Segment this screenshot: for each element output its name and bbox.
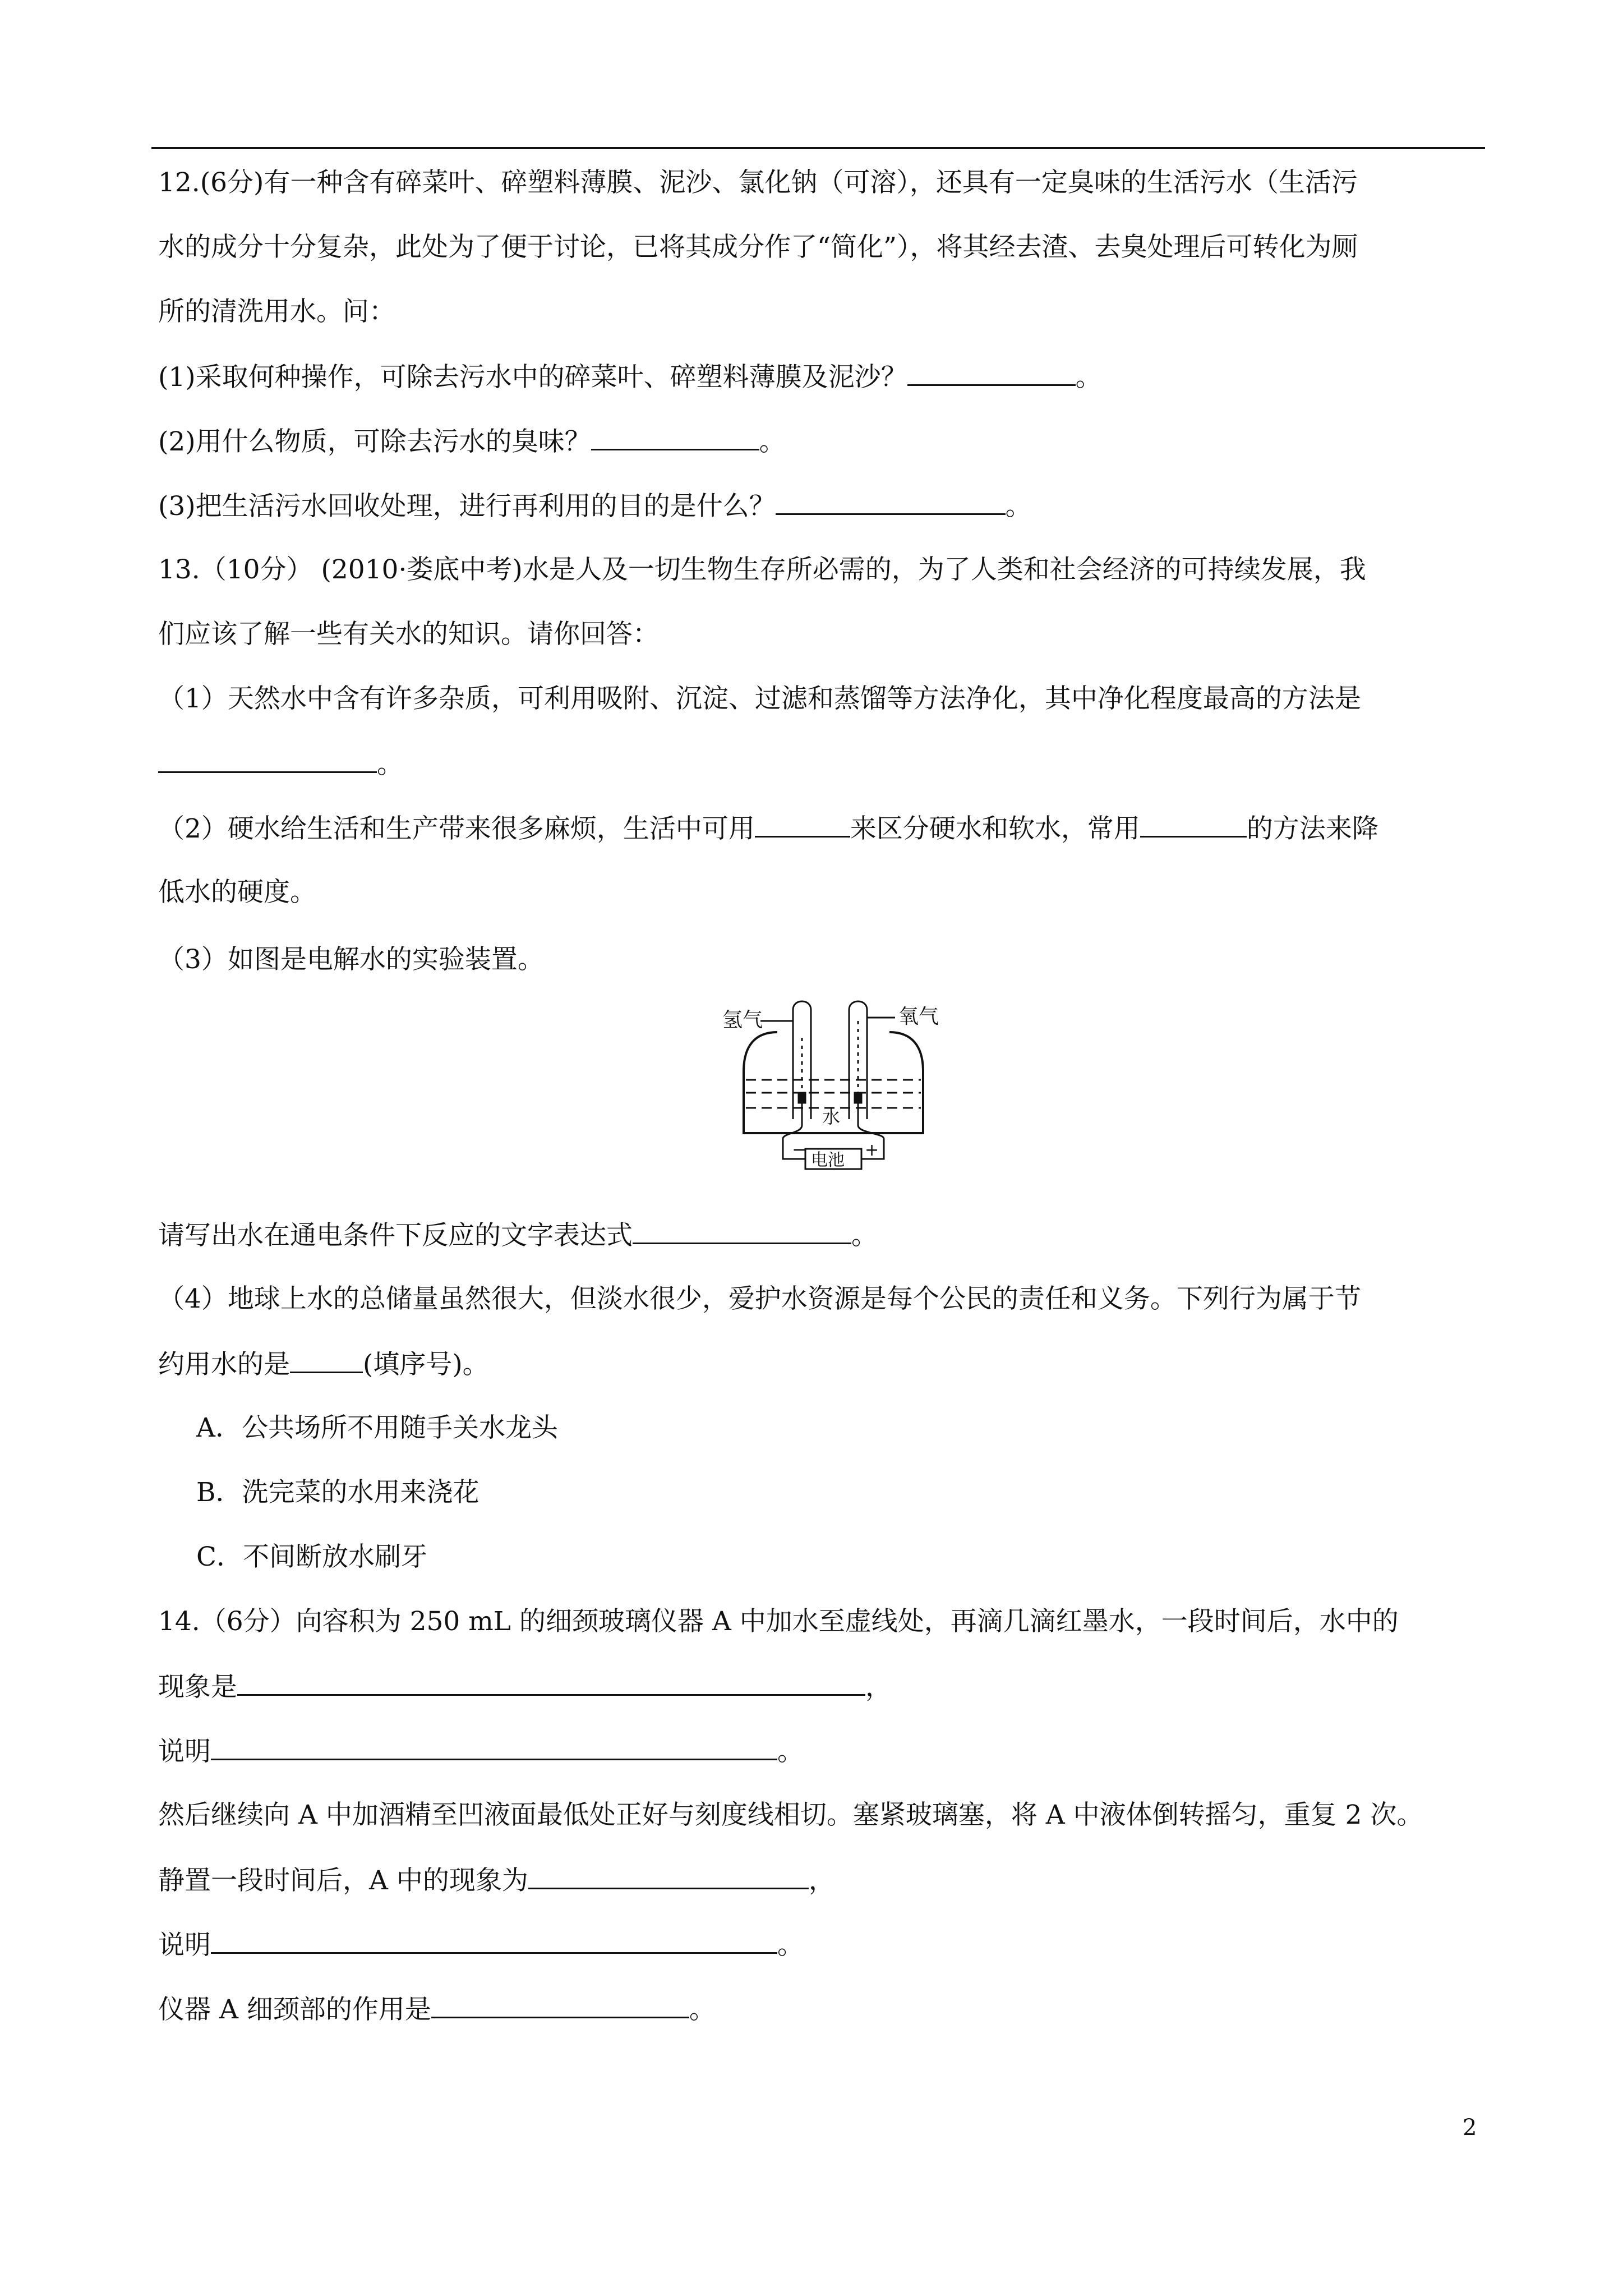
- answer-blank[interactable]: [431, 1992, 689, 2018]
- punct-period: 。: [1005, 491, 1032, 522]
- q12-intro-line-2: 水的成分十分复杂，此处为了便于讨论，已将其成分作了“简化”），将其经去渣、去臭处理后可转化为厕: [158, 232, 1358, 263]
- q14-line-3: [158, 1734, 804, 1769]
- q13-part-4: （4）地球上水的总储量虽然很大，但淡水很少，爱护水资源是每个公民的责任和义务。下列行为属于节: [158, 1283, 1361, 1314]
- q13-part-2-text-b: 来区分硬水和软水，常用: [850, 813, 1140, 844]
- answer-blank[interactable]: [290, 1347, 363, 1373]
- q13-part-1: （1）天然水中含有许多杂质，可利用吸附、沉淀、过滤和蒸馏等方法净化，其中净化程度最高的方法是: [158, 683, 1361, 714]
- q14-line-7-text: 仪器 A 细颈部的作用是: [158, 1994, 431, 2025]
- q13-part-4-text-b: (填序号)。: [363, 1349, 489, 1380]
- q14-line-5: [158, 1863, 835, 1898]
- punct-period: 。: [777, 1930, 804, 1961]
- answer-blank[interactable]: [633, 1218, 851, 1244]
- answer-blank[interactable]: [528, 1863, 809, 1889]
- answer-blank[interactable]: [158, 747, 377, 773]
- q12-part-1: [158, 360, 1102, 394]
- punct-comma: ，: [808, 1865, 835, 1896]
- punct-period: 。: [851, 1220, 878, 1251]
- q12-intro-line-3: 所的清洗用水。问：: [158, 296, 395, 327]
- q13-part-3: （3）如图是电解水的实验装置。: [158, 944, 544, 975]
- q13-intro-line-1: 13.（10分） (2010·娄底中考)水是人及一切生物生存所必需的，为了人类和社会经济的可持续发展，我: [158, 554, 1366, 585]
- label-plus: +: [865, 1140, 879, 1160]
- header-rule: [151, 147, 1485, 149]
- punct-comma: ，: [865, 1672, 892, 1703]
- q14-line-6: [158, 1927, 804, 1962]
- q12-part-2-text: (2)用什么物质，可除去污水的臭味？: [158, 426, 591, 457]
- label-oxygen: 氧气: [898, 1005, 939, 1028]
- q13-part-2-text-a: （2）硬水给生活和生产带来很多麻烦，生活中可用: [158, 813, 755, 844]
- q13-part-4-cont: [158, 1347, 489, 1382]
- answer-blank[interactable]: [755, 811, 850, 838]
- answer-blank[interactable]: [211, 1734, 777, 1760]
- answer-blank[interactable]: [907, 360, 1076, 386]
- option-b: B．洗完菜的水用来浇花: [196, 1477, 479, 1508]
- q14-line-6-text: 说明: [158, 1930, 211, 1961]
- q12-part-1-text: (1)采取何种操作，可除去污水中的碎菜叶、碎塑料薄膜及泥沙？: [158, 362, 907, 393]
- page-number: 2: [1463, 2115, 1477, 2141]
- answer-blank[interactable]: [591, 424, 759, 450]
- answer-blank[interactable]: [237, 1669, 865, 1696]
- label-hydrogen: 氢气: [722, 1009, 763, 1032]
- electrolysis-diagram: [721, 993, 946, 1178]
- label-minus: −: [792, 1139, 807, 1160]
- punct-period: 。: [689, 1994, 716, 2025]
- q13-part-2: [158, 811, 1378, 846]
- q12-part-3: [158, 489, 1032, 523]
- answer-blank[interactable]: [1140, 811, 1247, 838]
- label-water: 水: [822, 1106, 841, 1128]
- punct-period: 。: [377, 749, 403, 780]
- answer-blank[interactable]: [211, 1927, 777, 1954]
- q14-line-5-text: 静置一段时间后，A 中的现象为: [158, 1865, 528, 1896]
- q12-part-2: [158, 424, 786, 459]
- punct-period: 。: [777, 1736, 804, 1767]
- label-battery: 电池: [811, 1151, 845, 1170]
- q14-line-7: [158, 1992, 716, 2027]
- q14-line-2-text: 现象是: [158, 1672, 237, 1703]
- q13-part-2-text-c: 的方法来降: [1246, 813, 1378, 844]
- q14-line-1: 14.（6分）向容积为 250 mL 的细颈玻璃仪器 A 中加水至虚线处，再滴几滴红墨水，一段时间后，水中的: [158, 1606, 1399, 1637]
- q13-intro-line-2: 们应该了解一些有关水的知识。请你回答：: [158, 619, 659, 650]
- q13-part-3-prompt: [158, 1218, 878, 1253]
- option-c: C．不间断放水刷牙: [196, 1542, 427, 1572]
- punct-period: 。: [759, 426, 786, 457]
- q14-line-2: [158, 1669, 892, 1704]
- option-a: A．公共场所不用随手关水龙头: [196, 1412, 558, 1443]
- punct-period: 。: [1075, 362, 1102, 393]
- q13-part-3-text: 请写出水在通电条件下反应的文字表达式: [158, 1220, 633, 1251]
- q13-part-2-cont: 低水的硬度。: [158, 877, 316, 908]
- q14-line-3-text: 说明: [158, 1736, 211, 1767]
- answer-blank[interactable]: [776, 489, 1006, 515]
- q12-part-3-text: (3)把生活污水回收处理，进行再利用的目的是什么？: [158, 491, 776, 522]
- q12-intro-line-1: 12.(6分)有一种含有碎菜叶、碎塑料薄膜、泥沙、氯化钠（可溶），还具有一定臭味的生活污水（生活污: [158, 167, 1358, 198]
- q13-part-4-text-a: 约用水的是: [158, 1349, 290, 1380]
- q13-part-1-answer: [158, 747, 403, 781]
- q14-line-4: 然后继续向 A 中加酒精至凹液面最低处正好与刻度线相切。塞紧玻璃塞，将 A 中液体倒转摇匀，重复 2 次。: [158, 1800, 1423, 1830]
